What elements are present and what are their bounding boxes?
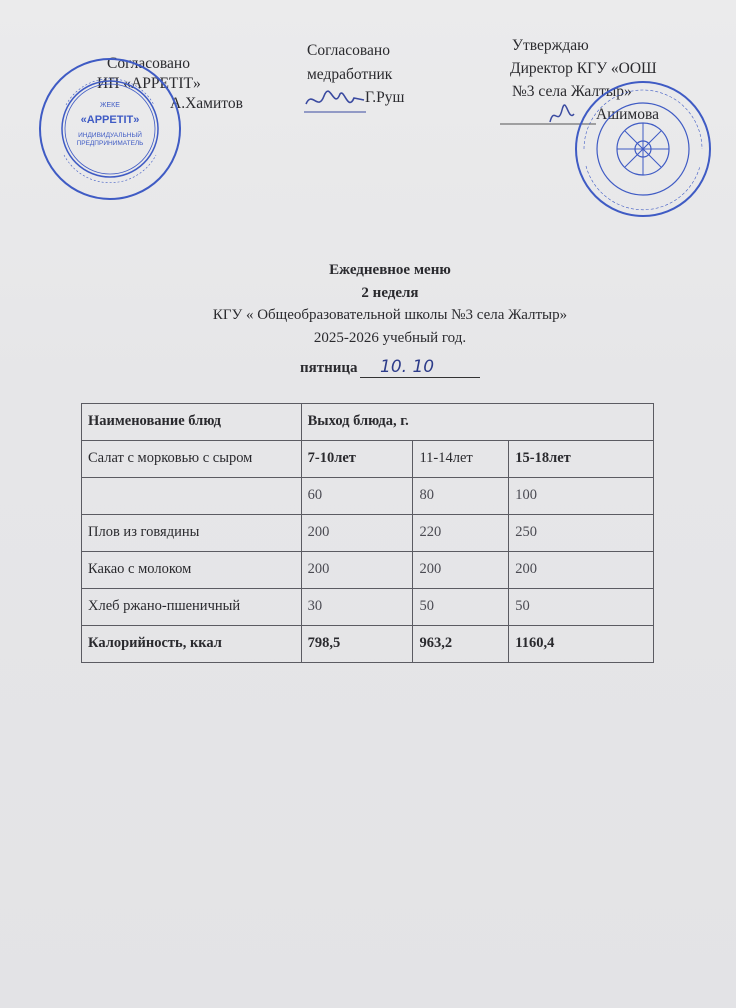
table-row (82, 441, 654, 478)
dish-name: Хлеб ржано-пшеничный (82, 589, 302, 626)
yield-7-10: 60 (301, 478, 413, 515)
doc-title: Ежедневное меню (329, 262, 451, 278)
day-label: пятница (300, 360, 358, 376)
menu-table (81, 403, 654, 663)
calories-11-14: 963,2 (413, 626, 509, 663)
doc-year: 2025-2026 учебный год. (313, 330, 467, 346)
calories-label: Калорийность, ккал (82, 626, 302, 663)
doc-school: КГУ « Общеобразовательной школы №3 села Жалтыр» (212, 307, 568, 323)
round-stamp-left (36, 55, 184, 203)
svg-text:ИНДИВИДУАЛЬНЫЙ: ИНДИВИДУАЛЬНЫЙ (78, 132, 142, 139)
yield-15-18: 50 (509, 589, 654, 626)
dish-name: Салат с морковью с сыром (82, 441, 302, 478)
approval-mid-label: Согласовано (307, 42, 390, 59)
approval-mid-name: Г.Руш (365, 89, 405, 106)
approval-left-name: А.Хамитов (170, 95, 243, 112)
calories-7-10: 798,5 (301, 626, 413, 663)
age-group-3: 15-18лет (509, 441, 654, 478)
table-row (82, 478, 654, 515)
svg-text:ЖЕКЕ: ЖЕКЕ (100, 102, 120, 109)
approval-right-school: №3 села Жалтыр» (512, 83, 632, 100)
yield-15-18: 200 (509, 552, 654, 589)
age-group-2: 11-14лет (413, 441, 509, 478)
approval-left-label: Согласовано (107, 55, 190, 72)
yield-11-14: 50 (413, 589, 509, 626)
table-row (82, 589, 654, 626)
table-row (82, 515, 654, 552)
yield-7-10: 200 (301, 552, 413, 589)
svg-text:ПРЕДПРИНИМАТЕЛЬ: ПРЕДПРИНИМАТЕЛЬ (76, 140, 144, 147)
approval-mid-role: медработник (307, 66, 393, 83)
approval-right-label: Утверждаю (512, 37, 589, 54)
signature-middle (300, 82, 370, 122)
doc-week: 2 неделя (361, 285, 419, 301)
dish-name (82, 478, 302, 515)
calories-15-18: 1160,4 (509, 626, 654, 663)
yield-7-10: 200 (301, 515, 413, 552)
yield-7-10: 30 (301, 589, 413, 626)
approval-right-role: Директор КГУ «ООШ (510, 60, 657, 77)
yield-11-14: 80 (413, 478, 509, 515)
table-row (82, 552, 654, 589)
yield-11-14: 200 (413, 552, 509, 589)
table-header-row (82, 404, 654, 441)
yield-15-18: 100 (509, 478, 654, 515)
age-group-1: 7-10лет (301, 441, 413, 478)
svg-text:«APPETIT»: «APPETIT» (80, 114, 140, 126)
yield-15-18: 250 (509, 515, 654, 552)
approval-right-name: Ашимова (596, 106, 659, 123)
header-yield: Выход блюда, г. (301, 404, 653, 441)
date-underline (360, 377, 480, 378)
date-handwritten: 10. 10 (380, 357, 435, 377)
header-dish: Наименование блюд (82, 404, 302, 441)
round-stamp-right (572, 78, 714, 220)
table-total-row (82, 626, 654, 663)
approval-left-org: ИП «APPETIT» (97, 75, 201, 92)
yield-11-14: 220 (413, 515, 509, 552)
dish-name: Какао с молоком (82, 552, 302, 589)
dish-name: Плов из говядины (82, 515, 302, 552)
